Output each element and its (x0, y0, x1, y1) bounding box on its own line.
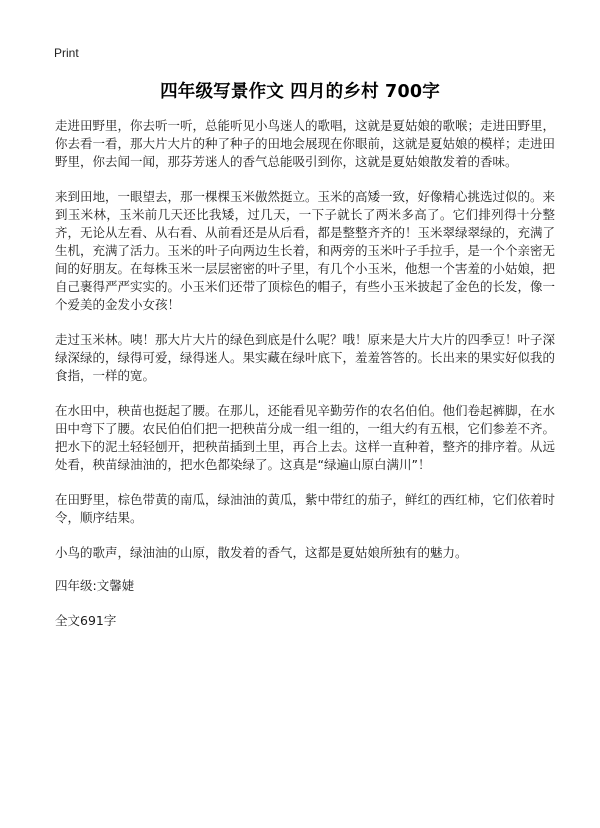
paragraph-3: 走过玉米林。咦！那大片大片的绿色到底是什么呢？哦！原来是大片大片的四季豆！叶子深绿深绿的，绿得可爱，绿得迷人。果实藏在绿叶底下，羞羞答答的。长出来的果实好似我的食指，一样的宽。 (55, 332, 556, 383)
print-link[interactable]: Print (54, 46, 79, 60)
article-body (55, 117, 555, 647)
article-title: 四年级写景作文 四月的乡村 700字 (160, 82, 440, 102)
paragraph-6: 小鸟的歌声，绿油油的山原，散发着的香气，这都是夏姑娘所独有的魅力。 (55, 545, 468, 560)
paragraph-4: 在水田中，秧苗也挺起了腰。在那儿，还能看见辛勤劳作的农名伯伯。他们卷起裤脚，在水田中弯下了腰。农民伯伯们把一把秧苗分成一组一组的，一组大约有五根，它们参差不齐。把水下的泥土轻轻刨开，把秧苗插到土里，再合上去。这样一直种着，整齐的排序着。从远处看，秧苗绿油油的，把水色都染绿了。这真是“绿遍山原白满川”！ (55, 403, 556, 472)
paragraph-1: 走进田野里，你去听一听，总能听见小鸟迷人的歌唱，这就是夏姑娘的歌喉；走进田野里，你去看一看，那大片大片的种了种子的田地会展现在你眼前，这就是夏姑娘的模样；走进田野里，你去闻一闻，那芬芳迷人的香气总能吸引到你，这就是夏姑娘散发着的香味。 (55, 118, 556, 169)
word-count: 全文691字 (55, 613, 117, 628)
author-line: 四年级:文馨婕 (55, 578, 135, 593)
paragraph-5: 在田野里，棕色带黄的南瓜，绿油油的黄瓜，紫中带红的茄子，鲜红的西红柿，它们依着时令，顺序结果。 (55, 492, 556, 525)
paragraph-2: 来到田地，一眼望去，那一棵棵玉米傲然挺立。玉米的高矮一致，好像精心挑选过似的。来到玉米林，玉米前几天还比我矮，过几天，一下子就长了两米多高了。它们排列得十分整齐，无论从左看、从右看、从前看还是从后看，都是整整齐齐的！玉米翠绿翠绿的，充满了生机，充满了活力。玉米的叶子向两边生长着，和两旁的玉米叶子手拉手，是一个个亲密无间的好朋友。在每株玉米一层层密密的叶子里，有几个小玉米，他想一个害羞的小姑娘，把自己裹得严严实实的。小玉米们还带了顶棕色的帽子，有些小玉米披起了金色的长发，像一个爱美的金发小女孩！ (55, 189, 556, 312)
